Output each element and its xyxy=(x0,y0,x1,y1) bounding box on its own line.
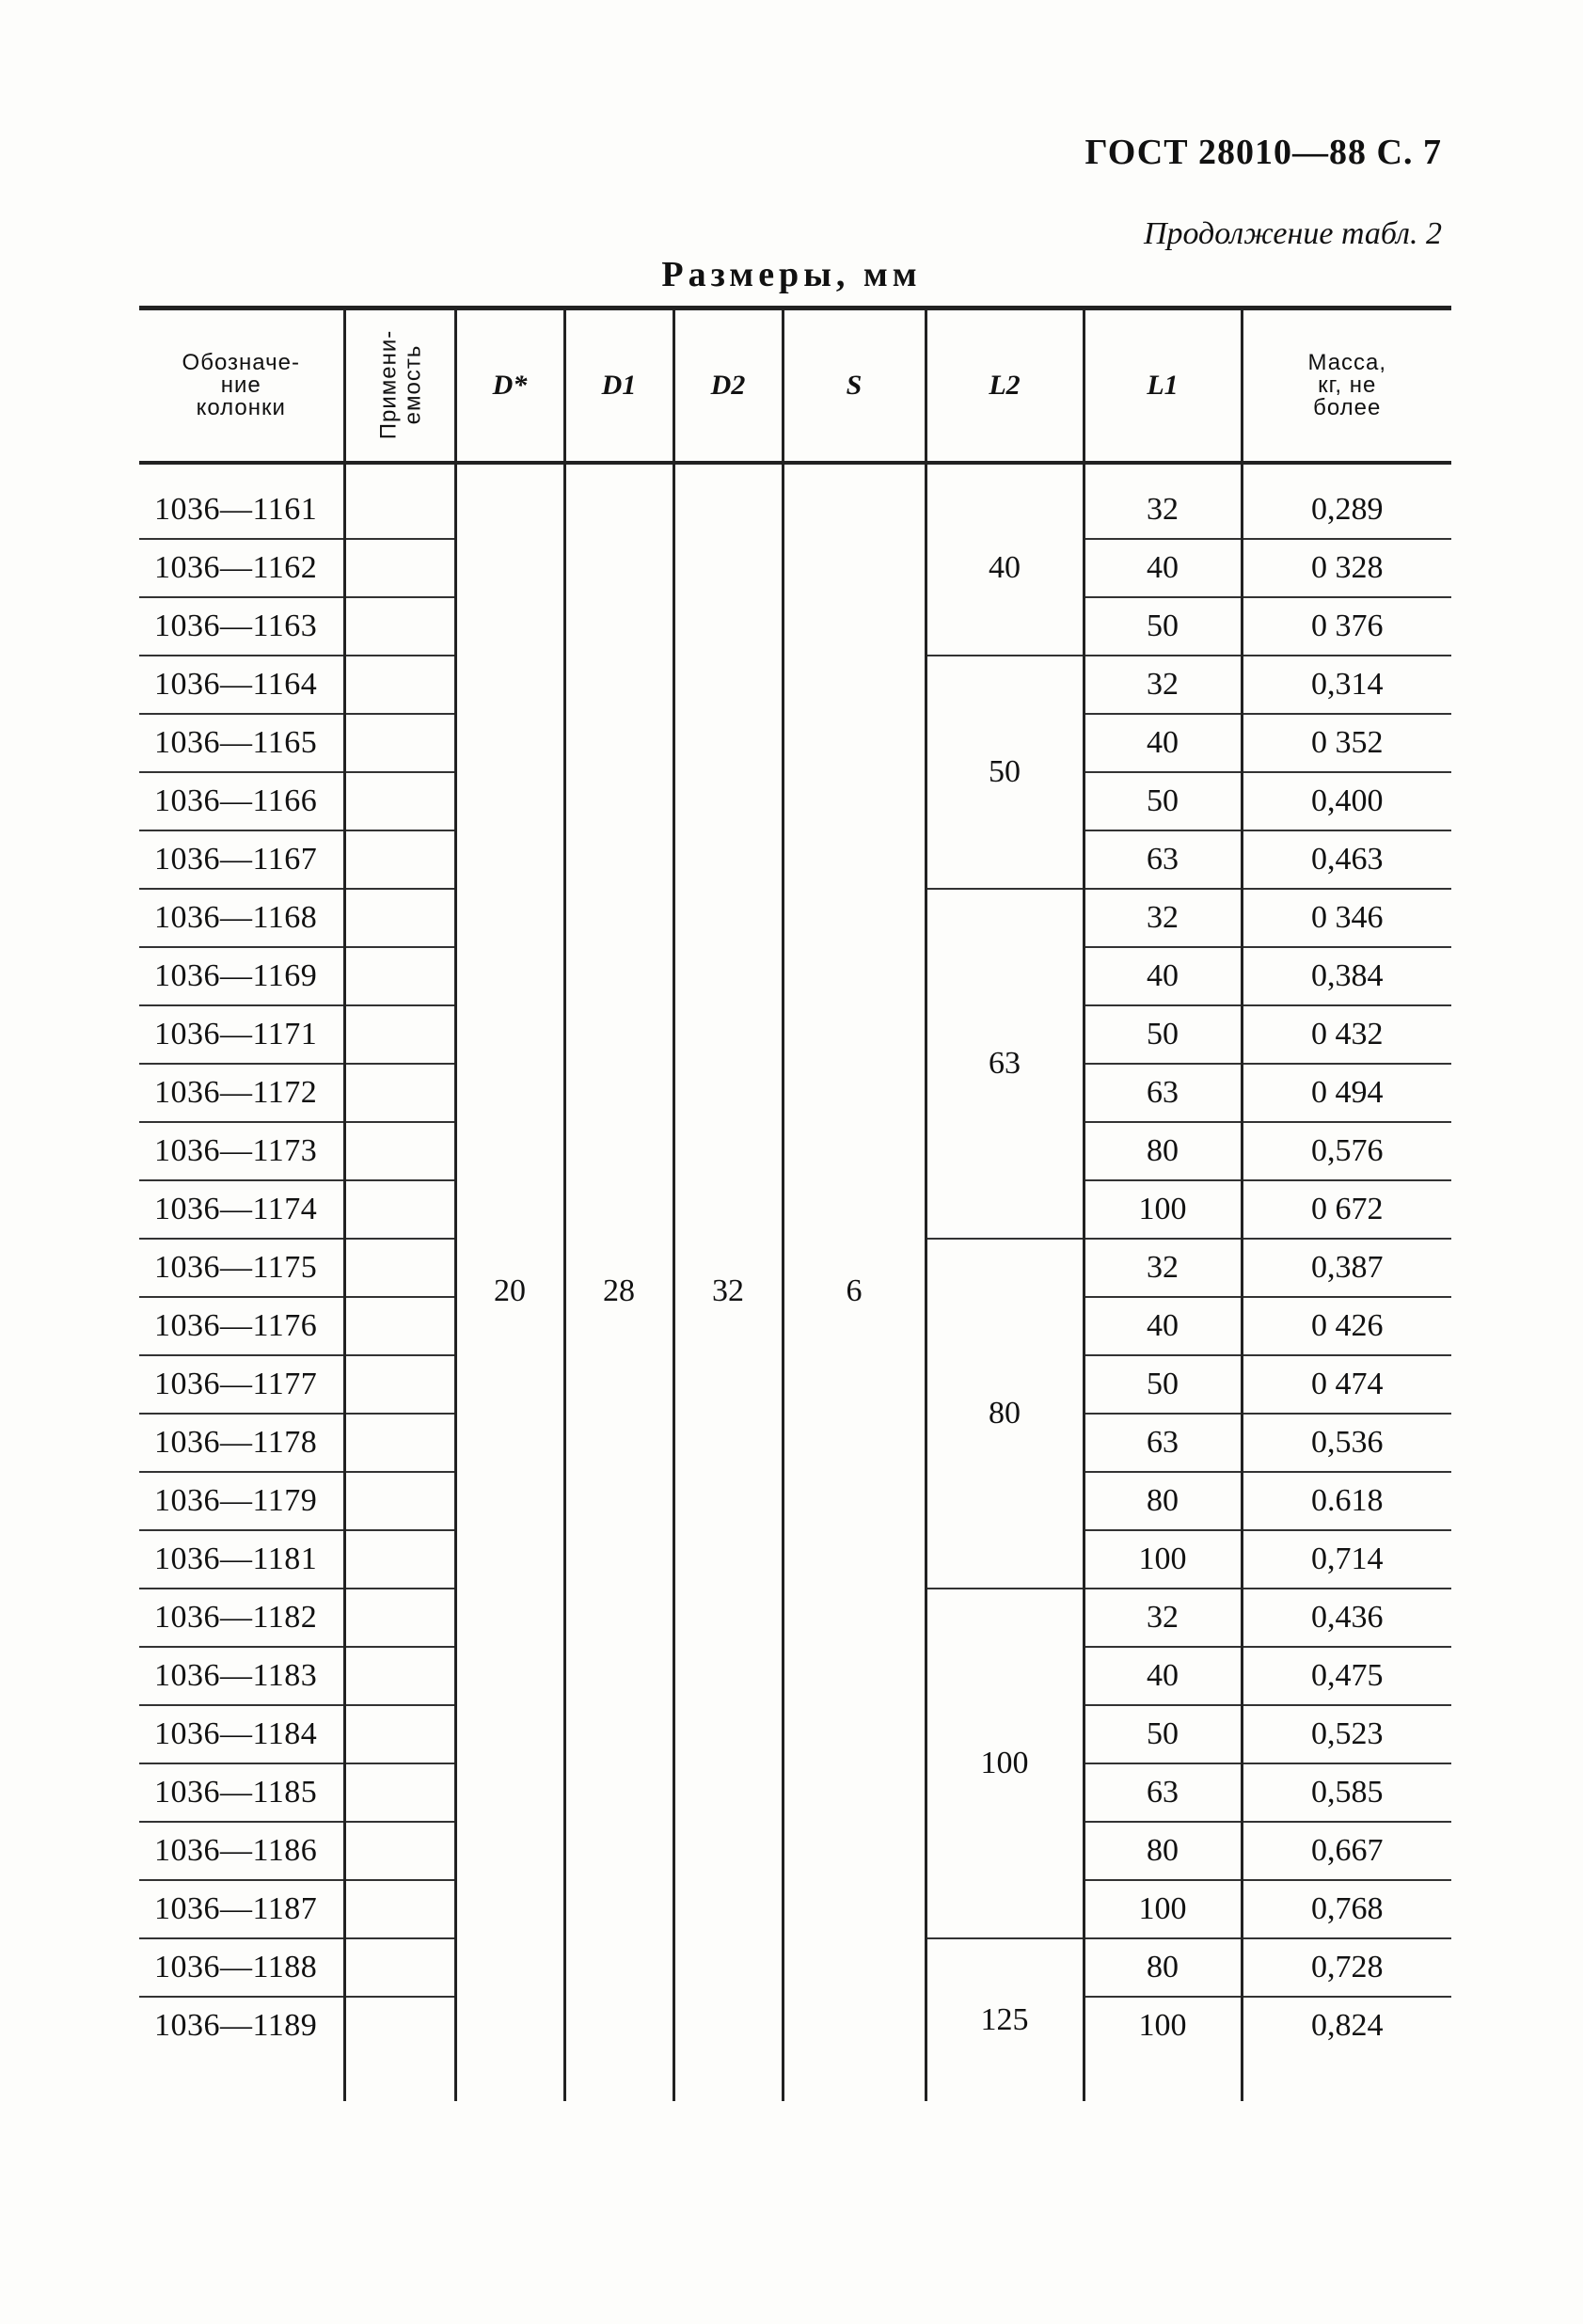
designation-cell: 1036—1163 xyxy=(139,597,344,656)
table-body xyxy=(139,463,1451,2101)
header-designation-line: ние xyxy=(220,372,261,398)
designation-cell: 1036—1169 xyxy=(139,947,344,1005)
mass-cell: 0,384 xyxy=(1242,947,1451,1005)
mass-cell: 0,536 xyxy=(1242,1414,1451,1472)
l1-cell: 40 xyxy=(1084,1297,1242,1355)
designation-cell: 1036—1187 xyxy=(139,1880,344,1938)
mass-cell: 0,463 xyxy=(1242,830,1451,889)
designation-cell: 1036—1162 xyxy=(139,539,344,597)
header-S: S xyxy=(783,308,926,464)
mass-cell: 0.618 xyxy=(1242,1472,1451,1530)
l1-cell: 32 xyxy=(1084,889,1242,947)
l1-cell: 50 xyxy=(1084,1355,1242,1414)
l1-cell: 50 xyxy=(1084,1005,1242,1064)
header-mass-line: Масса, xyxy=(1307,350,1387,375)
l2-group-cell: 100 xyxy=(926,1589,1084,1938)
l1-cell: 100 xyxy=(1084,1997,1242,2054)
l1-cell: 80 xyxy=(1084,1122,1242,1180)
l1-cell: 63 xyxy=(1084,1414,1242,1472)
l1-cell: 32 xyxy=(1084,1239,1242,1297)
l1-cell: 50 xyxy=(1084,1705,1242,1763)
applicability-cell xyxy=(344,539,455,597)
designation-cell: 1036—1166 xyxy=(139,772,344,830)
header-applicability-line: Примени- xyxy=(374,329,401,440)
applicability-cell xyxy=(344,1355,455,1414)
tail-cell xyxy=(139,2054,344,2101)
header-D1: D1 xyxy=(564,308,673,464)
header-L1: L1 xyxy=(1084,308,1242,464)
header-mass-line: более xyxy=(1313,395,1382,420)
applicability-cell xyxy=(344,1005,455,1064)
mass-cell: 0 672 xyxy=(1242,1180,1451,1239)
designation-cell: 1036—1186 xyxy=(139,1822,344,1880)
l1-cell: 80 xyxy=(1084,1472,1242,1530)
mass-cell: 0,728 xyxy=(1242,1938,1451,1997)
applicability-cell xyxy=(344,1180,455,1239)
l2-group-cell: 40 xyxy=(926,482,1084,656)
applicability-cell xyxy=(344,1239,455,1297)
dimensions-table-wrapper xyxy=(139,306,1451,2101)
dimensions-table xyxy=(139,306,1451,2101)
header-mass xyxy=(1242,308,1451,464)
header-applicability-text xyxy=(376,330,425,440)
common-d-cell: 20 xyxy=(455,482,564,2101)
applicability-cell xyxy=(344,1122,455,1180)
l1-cell: 80 xyxy=(1084,1822,1242,1880)
mass-cell: 0,576 xyxy=(1242,1122,1451,1180)
table-row xyxy=(139,482,1451,539)
mass-cell: 0 352 xyxy=(1242,714,1451,772)
mass-cell: 0 346 xyxy=(1242,889,1451,947)
l1-cell: 50 xyxy=(1084,772,1242,830)
mass-cell: 0,387 xyxy=(1242,1239,1451,1297)
common-d2-cell: 32 xyxy=(673,482,783,2101)
mass-cell: 0,436 xyxy=(1242,1589,1451,1647)
header-designation-line: Обозначе- xyxy=(182,350,300,375)
designation-cell: 1036—1173 xyxy=(139,1122,344,1180)
designation-cell: 1036—1161 xyxy=(139,482,344,539)
designation-cell: 1036—1172 xyxy=(139,1064,344,1122)
common-s-cell: 6 xyxy=(783,482,926,2101)
l1-cell: 32 xyxy=(1084,1589,1242,1647)
designation-cell: 1036—1189 xyxy=(154,2008,318,2043)
table-header-row xyxy=(139,308,1451,464)
l1-cell: 40 xyxy=(1084,539,1242,597)
designation-cell: 1036—1167 xyxy=(139,830,344,889)
applicability-cell xyxy=(344,1997,455,2054)
header-mass-line: кг, не xyxy=(1318,372,1377,398)
l1-cell: 40 xyxy=(1084,1647,1242,1705)
l1-cell: 50 xyxy=(1084,597,1242,656)
header-D: D* xyxy=(455,308,564,464)
l1-cell: 63 xyxy=(1084,830,1242,889)
mass-cell: 0 494 xyxy=(1242,1064,1451,1122)
applicability-cell xyxy=(344,1880,455,1938)
mass-cell: 0,314 xyxy=(1242,656,1451,714)
applicability-cell xyxy=(344,1064,455,1122)
l1-cell: 100 xyxy=(1084,1180,1242,1239)
header-designation xyxy=(139,308,344,464)
l1-cell: 40 xyxy=(1084,714,1242,772)
applicability-cell xyxy=(344,1705,455,1763)
mass-cell: 0 328 xyxy=(1242,539,1451,597)
mass-cell: 0,667 xyxy=(1242,1822,1451,1880)
applicability-cell xyxy=(344,656,455,714)
mass-cell: 0,714 xyxy=(1242,1530,1451,1589)
applicability-cell xyxy=(344,830,455,889)
mass-cell: 0,824 xyxy=(1242,1997,1451,2054)
mass-cell: 0 432 xyxy=(1242,1005,1451,1064)
l1-cell: 80 xyxy=(1084,1938,1242,1997)
header-L2: L2 xyxy=(926,308,1084,464)
mass-cell: 0,523 xyxy=(1242,1705,1451,1763)
applicability-cell xyxy=(344,1530,455,1589)
l2-group-cell: 63 xyxy=(926,889,1084,1239)
designation-cell: 1036—1165 xyxy=(139,714,344,772)
designation-cell: 1036—1177 xyxy=(139,1355,344,1414)
designation-cell: 1036—1175 xyxy=(139,1239,344,1297)
applicability-cell xyxy=(344,1589,455,1647)
page-reference: ГОСТ 28010—88 С. 7 xyxy=(1084,133,1442,172)
l2-group-cell: 50 xyxy=(926,656,1084,889)
applicability-cell xyxy=(344,1472,455,1530)
l1-cell: 40 xyxy=(1084,947,1242,1005)
applicability-cell xyxy=(344,1647,455,1705)
l1-cell: 63 xyxy=(1084,1064,1242,1122)
tail-cell xyxy=(1084,2054,1242,2101)
designation-cell: 1036—1179 xyxy=(139,1472,344,1530)
designation-cell: 1036—1182 xyxy=(139,1589,344,1647)
header-applicability xyxy=(344,308,455,464)
designation-cell: 1036—1181 xyxy=(139,1530,344,1589)
table-spacer-row xyxy=(139,463,1451,482)
designation-cell: 1036—1176 xyxy=(139,1297,344,1355)
designation-cell: 1036—1178 xyxy=(139,1414,344,1472)
tail-cell xyxy=(344,2054,455,2101)
applicability-cell xyxy=(344,1938,455,1997)
designation-cell: 1036—1168 xyxy=(139,889,344,947)
designation-cell: 1036—1184 xyxy=(139,1705,344,1763)
applicability-cell xyxy=(344,772,455,830)
tail-cell xyxy=(1242,2054,1451,2101)
applicability-cell xyxy=(344,889,455,947)
applicability-cell xyxy=(344,1822,455,1880)
l1-cell: 100 xyxy=(1084,1880,1242,1938)
l1-cell: 100 xyxy=(1084,1530,1242,1589)
l2-group-cell: 80 xyxy=(926,1239,1084,1589)
l2-group-cell: 125 xyxy=(926,1938,1084,2101)
mass-cell: 0,585 xyxy=(1242,1763,1451,1822)
mass-cell: 0,400 xyxy=(1242,772,1451,830)
common-d1-cell: 28 xyxy=(564,482,673,2101)
applicability-cell xyxy=(344,1297,455,1355)
applicability-cell xyxy=(344,597,455,656)
applicability-cell xyxy=(344,1414,455,1472)
applicability-cell xyxy=(344,1763,455,1822)
table-continuation-note: Продолжение табл. 2 xyxy=(1143,216,1442,251)
mass-cell: 0 474 xyxy=(1242,1355,1451,1414)
mass-cell: 0,475 xyxy=(1242,1647,1451,1705)
l1-cell: 32 xyxy=(1084,482,1242,539)
header-D2: D2 xyxy=(673,308,783,464)
designation-cell: 1036—1174 xyxy=(139,1180,344,1239)
designation-cell: 1036—1183 xyxy=(139,1647,344,1705)
l1-cell: 32 xyxy=(1084,656,1242,714)
mass-cell: 0,768 xyxy=(1242,1880,1451,1938)
table-caption: Размеры, мм xyxy=(661,255,922,294)
header-applicability-line: емость xyxy=(399,344,425,425)
mass-cell: 0 376 xyxy=(1242,597,1451,656)
designation-cell: 1036—1171 xyxy=(139,1005,344,1064)
designation-cell: 1036—1188 xyxy=(139,1938,344,1997)
mass-cell: 0 426 xyxy=(1242,1297,1451,1355)
applicability-cell xyxy=(344,482,455,539)
l1-cell: 63 xyxy=(1084,1763,1242,1822)
mass-cell: 0,289 xyxy=(1242,482,1451,539)
applicability-cell xyxy=(344,947,455,1005)
designation-cell: 1036—1164 xyxy=(139,656,344,714)
applicability-cell xyxy=(344,714,455,772)
designation-cell: 1036—1185 xyxy=(139,1763,344,1822)
header-designation-line: колонки xyxy=(196,395,286,420)
